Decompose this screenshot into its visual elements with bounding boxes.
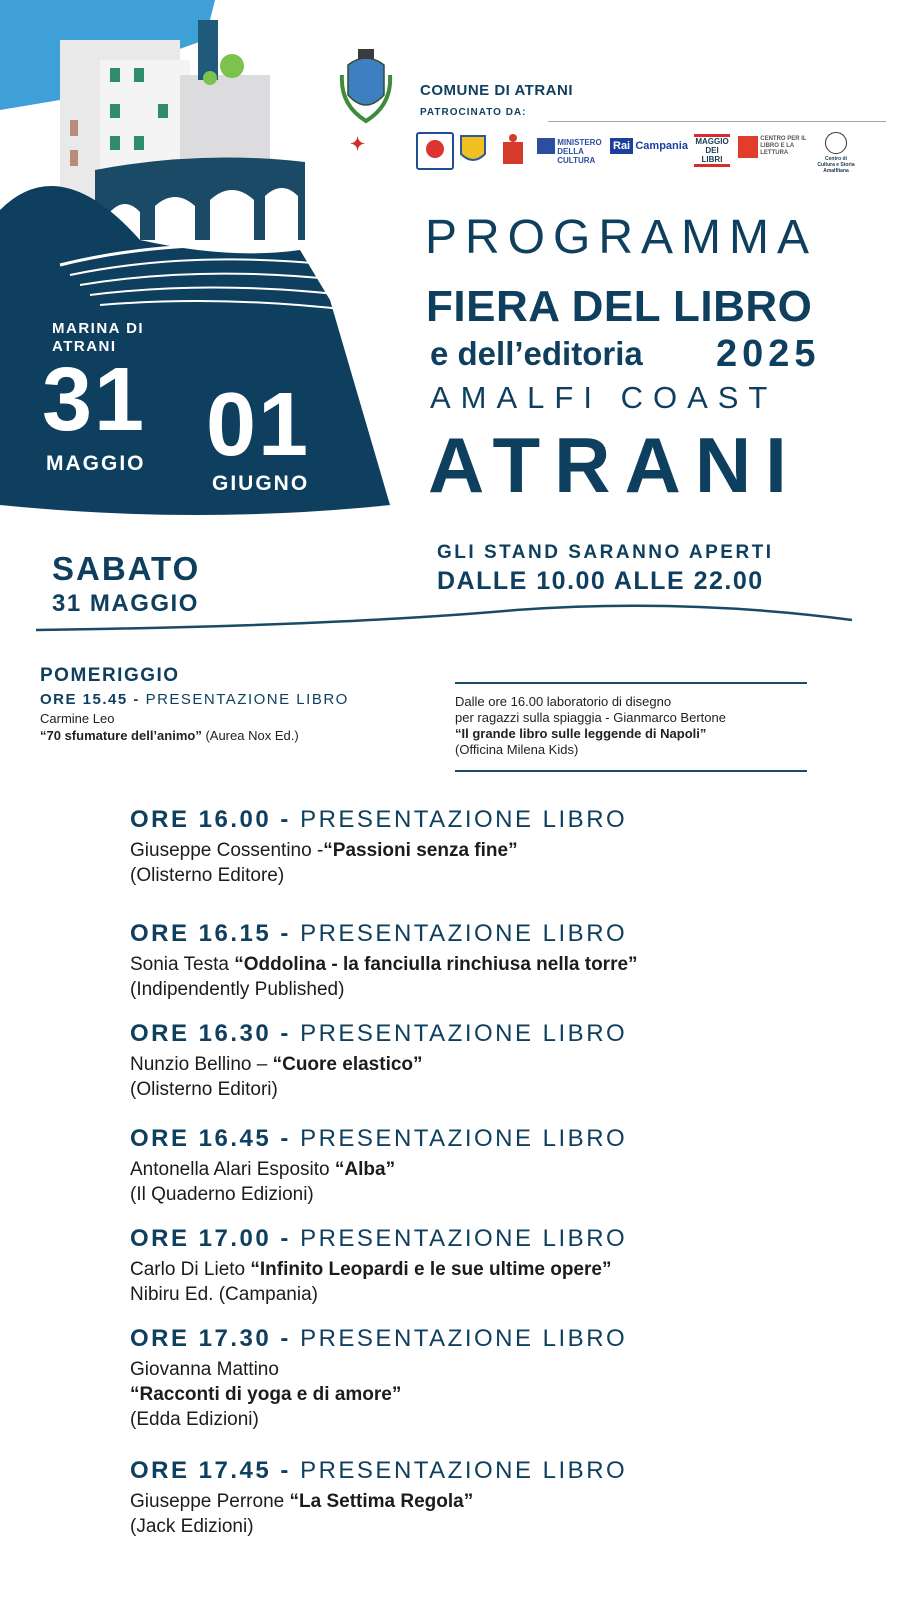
event-book: “Infinito Leopardi e le sue ultime opere” — [250, 1259, 612, 1280]
maggio-libri-label: MAGGIO DEI LIBRI — [695, 137, 729, 164]
event-book: “Cuore elastico” — [272, 1054, 423, 1075]
bell-tower — [198, 20, 218, 80]
ministero-label: MINISTERO DELLA CULTURA — [557, 138, 602, 165]
window — [70, 120, 78, 136]
patrocinato-label: PATROCINATO DA: — [420, 107, 527, 118]
event-dash: - — [280, 1125, 291, 1152]
event-author: Sonia Testa — [130, 954, 235, 975]
event-item — [130, 1125, 890, 1207]
fiera-title: FIERA DEL LIBRO — [426, 282, 813, 331]
regione-toscana-logo — [500, 132, 526, 168]
window — [70, 150, 78, 166]
cepell-label: CENTRO PER IL LIBRO E LA LETTURA — [760, 136, 807, 156]
event-time: ORE 17.00 — [130, 1225, 272, 1252]
marina-line: MARINA DI — [52, 320, 145, 337]
window — [110, 104, 120, 118]
day2-number: 01 — [206, 375, 311, 475]
event-dash: - — [280, 1457, 291, 1484]
header-divider — [548, 121, 886, 122]
event-type: PRESENTAZIONE LIBRO — [300, 1325, 628, 1352]
event-type: PRESENTAZIONE LIBRO — [300, 1225, 628, 1252]
afternoon-dash: - — [133, 691, 140, 708]
afternoon-publisher: (Aurea Nox Ed.) — [205, 728, 299, 743]
event-publisher: Nibiru Ed. (Campania) — [130, 1284, 318, 1305]
lab-book: “Il grande libro sulle leggende di Napoli” — [455, 726, 707, 741]
afternoon-author: Carmine Leo — [40, 711, 115, 726]
event-heading — [130, 1457, 890, 1485]
event-publisher: (Olisterno Editore) — [130, 865, 285, 886]
church-dome — [220, 54, 244, 78]
event-dash: - — [280, 1325, 291, 1352]
wave-divider — [36, 598, 856, 638]
window — [110, 68, 120, 82]
arch — [155, 197, 195, 240]
event-heading — [130, 1125, 890, 1153]
event-time: ORE 17.45 — [130, 1457, 272, 1484]
arch — [210, 190, 254, 240]
event-type: PRESENTAZIONE LIBRO — [300, 1125, 628, 1152]
centro-cultura-logo — [816, 132, 856, 174]
event-dash: - — [280, 1020, 291, 1047]
window — [134, 136, 144, 150]
event-author: Antonella Alari Esposito — [130, 1159, 335, 1180]
comune-crest-icon — [338, 45, 394, 125]
arch — [265, 188, 298, 240]
event-heading — [130, 1020, 890, 1048]
event-dash: - — [280, 920, 291, 947]
lab-line2: per ragazzi sulla spiaggia - Gianmarco Bertone — [455, 710, 726, 725]
rai-logo — [610, 142, 688, 151]
centro-cultura-label: Centro di Cultura e Storia Amalfitana — [817, 156, 855, 174]
window — [134, 68, 144, 82]
comune-title: COMUNE DI ATRANI — [420, 82, 573, 99]
provincia-logo — [458, 132, 488, 168]
amalfi-coast-label: AMALFI COAST — [430, 380, 778, 415]
maggio-libri-logo — [694, 134, 730, 167]
afternoon-time: ORE 15.45 — [40, 691, 128, 708]
ministero-logo — [537, 138, 607, 165]
event-dash: - — [280, 1225, 291, 1252]
event-heading — [130, 1325, 890, 1353]
afternoon-book: “70 sfumature dell’animo” — [40, 728, 202, 743]
event-publisher: (Olisterno Editori) — [130, 1079, 278, 1100]
event-time: ORE 16.30 — [130, 1020, 272, 1047]
editoria-subtitle: e dell’editoria — [430, 335, 643, 372]
campania-label: Campania — [635, 140, 688, 152]
maggio-red-logo: ✦ — [350, 134, 366, 154]
event-type: PRESENTAZIONE LIBRO — [300, 1020, 628, 1047]
event-line — [130, 952, 890, 977]
event-line — [130, 1052, 890, 1077]
event-line — [130, 1257, 890, 1282]
year-label: 2025 — [716, 333, 821, 375]
day2-month: GIUGNO — [212, 472, 310, 495]
lab-box — [455, 682, 807, 772]
sponsor-logo-row — [350, 132, 890, 174]
event-book: “Passioni senza fine” — [323, 840, 518, 861]
event-author: Carlo Di Lieto — [130, 1259, 251, 1280]
atrani-small-line: ATRANI — [52, 338, 117, 355]
event-publisher: (Jack Edizioni) — [130, 1516, 254, 1537]
event-publisher: (Il Quaderno Edizioni) — [130, 1184, 314, 1205]
event-heading — [130, 1225, 890, 1253]
regione-campania-logo — [416, 132, 454, 170]
event-publisher: (Edda Edizioni) — [130, 1409, 259, 1430]
window — [110, 136, 120, 150]
afternoon-label: POMERIGGIO — [40, 665, 180, 686]
afternoon-book-line — [40, 728, 299, 743]
event-line — [130, 838, 890, 863]
afternoon-heading — [40, 691, 349, 708]
event-time: ORE 16.00 — [130, 806, 272, 833]
event-item — [130, 1020, 890, 1102]
event-time: ORE 16.15 — [130, 920, 272, 947]
afternoon-type: PRESENTAZIONE LIBRO — [145, 691, 349, 708]
rai-label: Rai — [610, 138, 633, 154]
day-date: 31 MAGGIO — [52, 590, 199, 617]
stand-line-2: DALLE 10.00 ALLE 22.00 — [437, 567, 764, 595]
event-book: “Oddolina - la fanciulla rinchiusa nella torre” — [234, 954, 638, 975]
lab-publisher: (Officina Milena Kids) — [455, 742, 579, 757]
event-item — [130, 920, 890, 1002]
event-book: “Racconti di yoga e di amore” — [130, 1384, 402, 1405]
event-item — [130, 806, 890, 888]
programma-title: PROGRAMMA — [425, 211, 818, 264]
day-name: SABATO — [52, 550, 201, 587]
church-dome-small — [203, 71, 217, 85]
event-dash: - — [280, 806, 291, 833]
event-heading — [130, 920, 890, 948]
lab-line1: Dalle ore 16.00 laboratorio di disegno — [455, 694, 672, 709]
day1-number: 31 — [42, 350, 147, 450]
event-item — [130, 1225, 890, 1307]
event-type: PRESENTAZIONE LIBRO — [300, 806, 628, 833]
event-item — [130, 1457, 890, 1539]
event-author: Nunzio Bellino – — [130, 1054, 273, 1075]
day1-month: MAGGIO — [46, 452, 146, 475]
event-type: PRESENTAZIONE LIBRO — [300, 1457, 628, 1484]
event-book: “Alba” — [334, 1159, 396, 1180]
event-line — [130, 1157, 890, 1182]
event-author: Giuseppe Cossentino - — [130, 840, 324, 861]
event-line — [130, 1489, 890, 1514]
event-type: PRESENTAZIONE LIBRO — [300, 920, 628, 947]
atrani-title: ATRANI — [428, 421, 801, 509]
event-publisher: (Indipendently Published) — [130, 979, 345, 1000]
event-heading — [130, 806, 890, 834]
window — [158, 104, 168, 118]
event-author: Giovanna Mattino — [130, 1359, 279, 1380]
event-author: Giuseppe Perrone — [130, 1491, 290, 1512]
stand-line-1: GLI STAND SARANNO APERTI — [437, 542, 774, 563]
cepell-logo — [738, 136, 816, 158]
event-time: ORE 17.30 — [130, 1325, 272, 1352]
event-time: ORE 16.45 — [130, 1125, 272, 1152]
event-book: “La Settima Regola” — [289, 1491, 474, 1512]
event-item — [130, 1325, 890, 1432]
